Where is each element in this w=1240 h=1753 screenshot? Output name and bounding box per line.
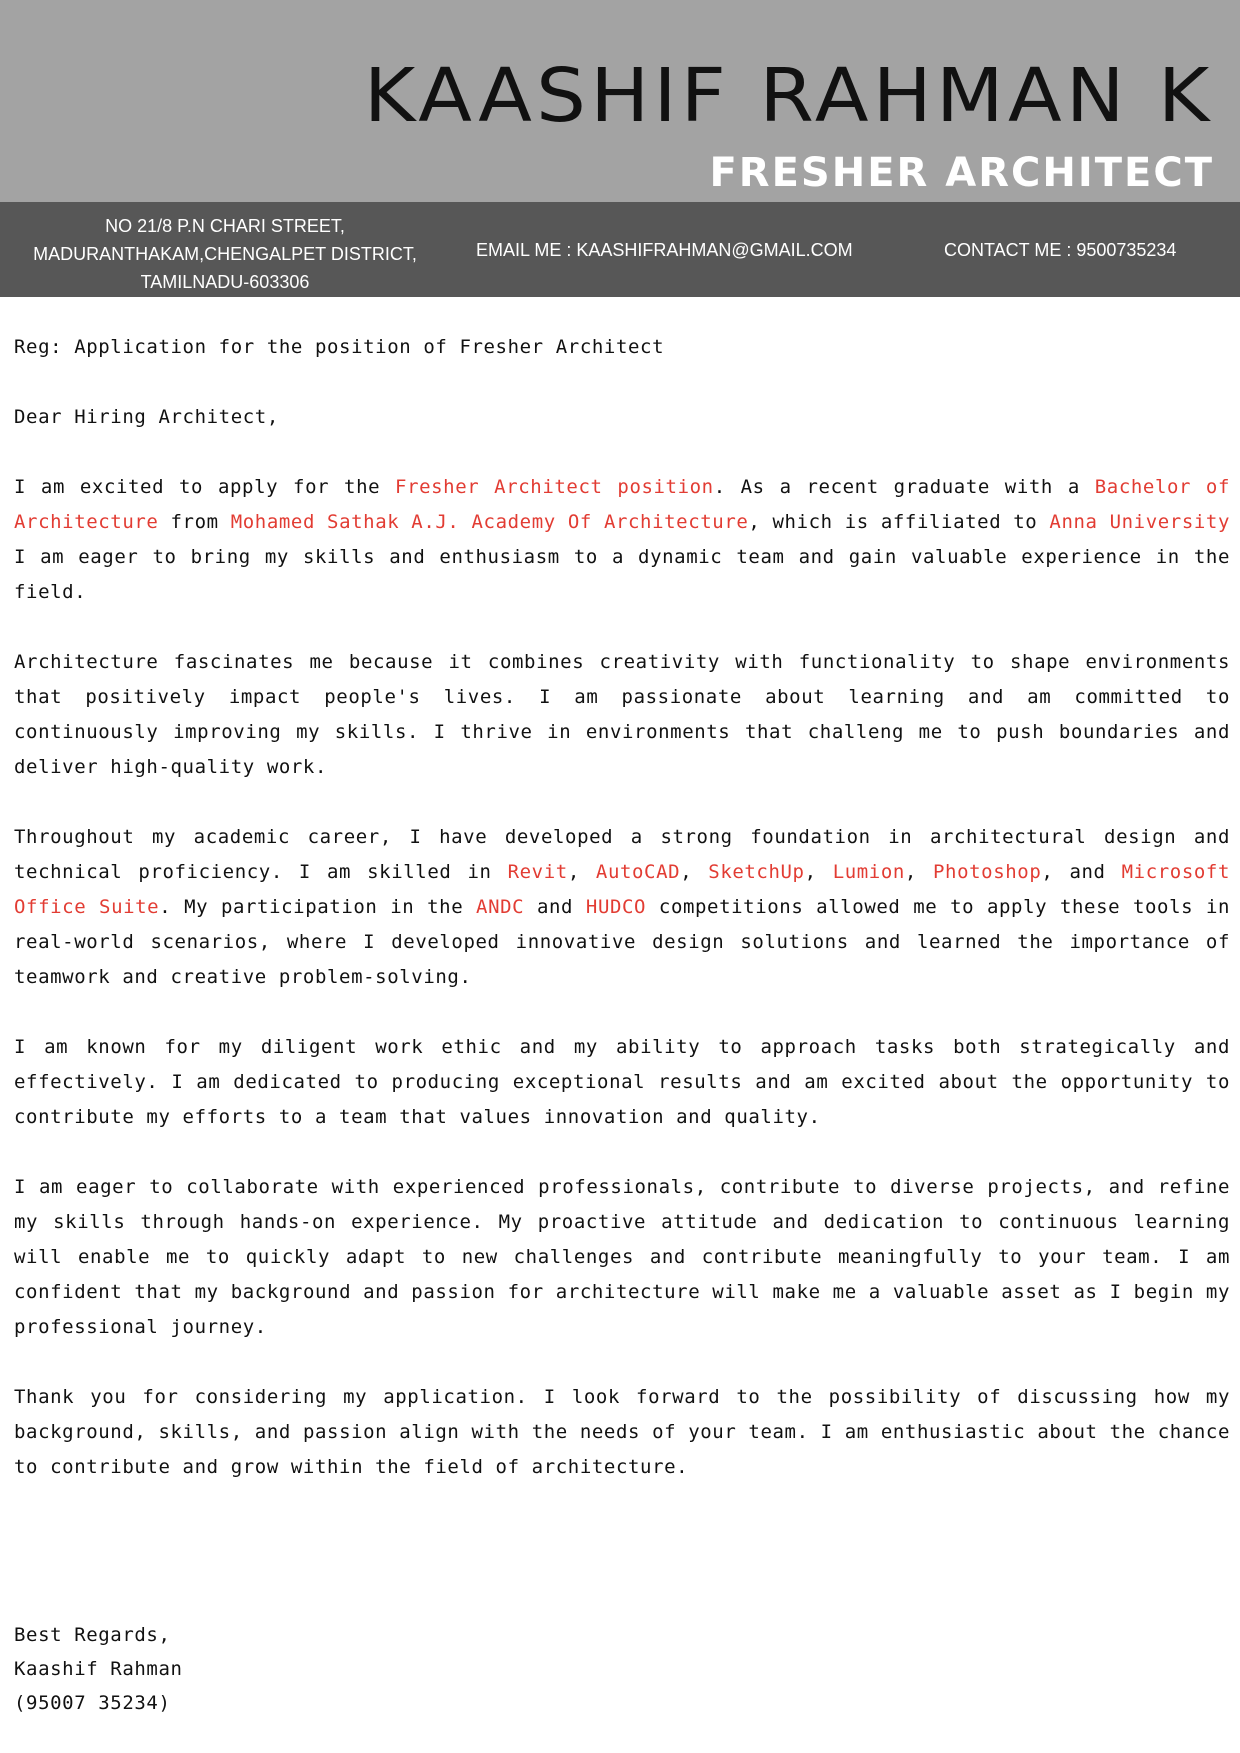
header-banner (0, 0, 1240, 202)
email-contact: EMAIL ME : KAASHIFRAHMAN@GMAIL.COM (476, 240, 853, 260)
text-run: , and (1041, 861, 1122, 883)
text-run: , which is affiliated to (748, 511, 1050, 533)
highlighted-term: SketchUp (708, 861, 805, 883)
highlighted-term: Revit (507, 861, 568, 883)
highlighted-term: Microsoft Office Suite (14, 861, 1230, 918)
text-run: , (804, 861, 833, 883)
text-run: from (158, 511, 231, 533)
address-line: TAMILNADU-603306 (140, 272, 310, 292)
closing: Best Regards, (14, 1624, 171, 1646)
text-run: I am eager to bring my skills and enthusiasm to a dynamic team and gain valuable experience in the field. (14, 546, 1230, 603)
address-block (20, 212, 430, 296)
applicant-role: FRESHER ARCHITECT (709, 150, 1214, 196)
letter-body (14, 330, 1230, 1520)
paragraph-skills (14, 820, 1230, 995)
salutation: Dear Hiring Architect, (14, 406, 279, 428)
paragraph-work-ethic: I am known for my diligent work ethic and my ability to approach tasks both strategically and effectively. I am dedicated to producing exceptional results and am excited about the opportunity to contribute my efforts to a team that values innovation and quality. (14, 1036, 1230, 1128)
text-run: Throughout my academic career, I have developed a strong foundation in architectural design and technical proficiency. I am skilled in (14, 826, 1230, 883)
paragraph-goals: I am eager to collaborate with experienced professionals, contribute to diverse projects, and refine my skills through hands-on experience. My proactive attitude and dedication to continuous learning will enable me to quickly adapt to new challenges and contribute meaningfully to your team. I am confident that my background and passion for architecture will make me a valuable asset as I begin my professional journey. (14, 1176, 1230, 1338)
text-run: , (680, 861, 709, 883)
signature-name: Kaashif Rahman (14, 1658, 183, 1680)
highlighted-term: Photoshop (933, 861, 1042, 883)
address-line: MADURANTHAKAM,CHENGALPET DISTRICT, (33, 244, 417, 264)
highlighted-term: Anna University (1049, 511, 1230, 533)
paragraph-intro (14, 470, 1230, 610)
highlighted-term: ANDC (476, 896, 525, 918)
subject-line: Reg: Application for the position of Fresher Architect (14, 336, 665, 358)
highlighted-term: Lumion (832, 861, 905, 883)
highlighted-term: AutoCAD (595, 861, 681, 883)
highlighted-term: Fresher Architect position (395, 476, 714, 498)
highlighted-term: Mohamed Sathak A.J. Academy Of Architecture (230, 511, 749, 533)
text-run: , (567, 861, 596, 883)
applicant-name: KAASHIF RAHMAN K (364, 53, 1214, 139)
signature-phone: (95007 35234) (14, 1692, 171, 1714)
contact-bar (0, 202, 1240, 297)
signoff-block (14, 1618, 183, 1720)
highlighted-term: Bachelor of Architecture (14, 476, 1231, 533)
text-run: . As a recent graduate with a (713, 476, 1095, 498)
text-run: competitions allowed me to apply these tools in real-world scenarios, where I developed innovative design solutions and learned the importance of teamwork and creative problem-solving. (14, 896, 1231, 988)
address-line: NO 21/8 P.N CHARI STREET, (105, 216, 345, 236)
text-run: and (524, 896, 586, 918)
text-run: . My participation in the (159, 896, 477, 918)
text-run: , (904, 861, 934, 883)
text-run: I am excited to apply for the (14, 476, 396, 498)
paragraph-motivation: Architecture fascinates me because it combines creativity with functionality to shape environments that positively impact people's lives. I am passionate about learning and am committed to continuously improving my skills. I thrive in environments that challeng me to push boundaries and deliver high-quality work. (14, 651, 1230, 778)
highlighted-term: HUDCO (585, 896, 647, 918)
paragraph-thanks: Thank you for considering my application. I look forward to the possibility of discussing how my background, skills, and passion align with the needs of your team. I am enthusiastic about the chance to contribute and grow within the field of architecture. (14, 1386, 1230, 1478)
phone-contact: CONTACT ME : 9500735234 (944, 240, 1177, 260)
